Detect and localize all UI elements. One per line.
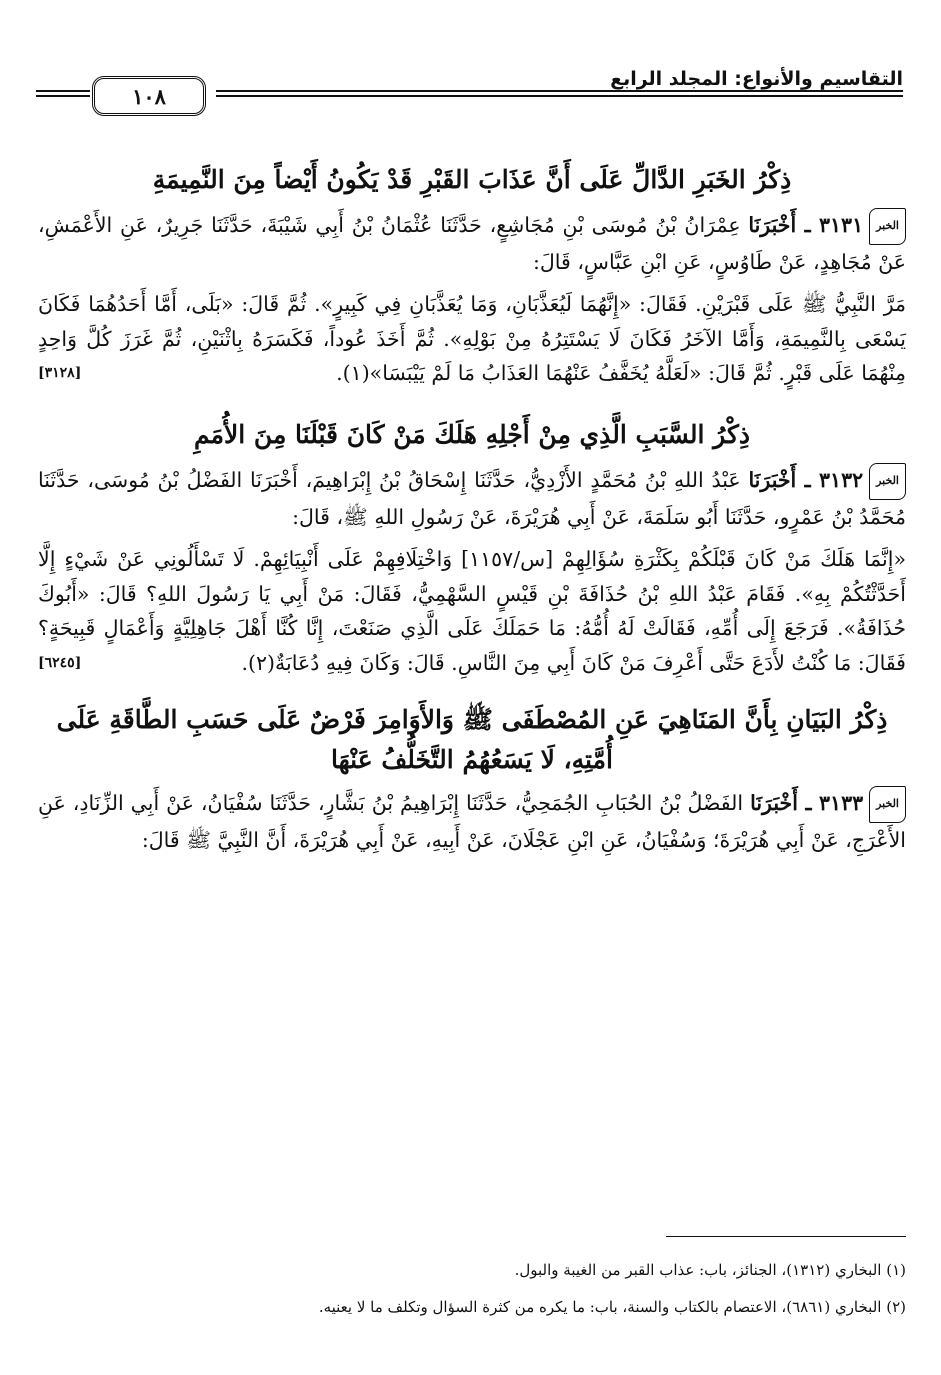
hadith-matn bbox=[38, 542, 906, 680]
hadith-matn bbox=[38, 287, 906, 391]
hadith-isnad bbox=[38, 463, 906, 534]
khabar-badge-icon: الخبر bbox=[869, 208, 906, 245]
footnotes bbox=[38, 1252, 906, 1326]
hadith-isnad bbox=[38, 786, 906, 857]
section-heading: ذِكْرُ البَيَانِ بِأَنَّ المَنَاهِيَ عَنِ المُصْطَفَى ﷺ وَالأَوَامِرَ فَرْضٌ عَلَى حَسَبِ الطَّاقَةِ عَلَى أُمَّتِهِ، لَا يَسَعُهُمُ التَّخَلُّفُ عَنْهَا bbox=[56, 705, 888, 774]
matn-text: مَرَّ النَّبِيُّ ﷺ عَلَى قَبْرَيْنِ. فَقَالَ: «إِنَّهُمَا لَيُعَذَّبَانِ، وَمَا يُعَذَّبَانِ فِي كَبِيرٍ». ثُمَّ قَالَ: «بَلَى، أَمَّا أَحَدُهُمَا فَكَانَ يَسْعَى بِالنَّمِيمَةِ، وَأَمَّا الآخَرُ فَكَانَ لَا يَسْتَتِرُهُ مِنْ بَوْلِهِ». ثُمَّ أَخَذَ عُوداً، فَكَسَرَهُ بِاثْنَيْنِ، ثُمَّ غَرَزَ كُلَّ وَاحِدٍ مِنْهُمَا عَلَى قَبْرٍ. ثُمَّ قَالَ: «لَعَلَّهُ يُخَفَّفُ عَنْهُمَا العَذَابُ مَا لَمْ يَيْبَسَا»(١). bbox=[38, 292, 906, 386]
header-rule bbox=[36, 90, 90, 92]
khabar-badge-icon: الخبر bbox=[869, 786, 906, 823]
footnote: (١) البخاري (١٣١٢)، الجنائز، باب: عذاب القبر من الغيبة والبول. bbox=[514, 1261, 906, 1279]
header-rule bbox=[36, 95, 90, 97]
footnote-divider bbox=[666, 1236, 906, 1237]
hadith-number: ٣١٣٢ ـ أَخْبَرَنَا bbox=[748, 467, 864, 492]
page-number: ١٠٨ bbox=[92, 76, 206, 116]
footnote: (٢) البخاري (٦٨٦١)، الاعتصام بالكتاب والسنة، باب: ما يكره من كثرة السؤال وتكلف ما لا يعنيه. bbox=[318, 1298, 906, 1316]
cross-reference: [٣١٢٨] bbox=[38, 365, 82, 382]
header-rule bbox=[216, 95, 903, 97]
isnad-text: عِمْرَانُ بْنُ مُوسَى بْنِ مُجَاشِعٍ، حَدَّثَنَا عُثْمَانُ بْنُ أَبِي شَيْبَةَ، حَدَّثَنَا جَرِيرٌ، عَنِ الأَعْمَشِ، عَنْ مُجَاهِدٍ، عَنْ طَاوُسٍ، عَنِ ابْنِ عَبَّاسٍ، قَالَ: bbox=[38, 213, 906, 274]
hadith-number: ٣١٣٣ ـ أَخْبَرَنَا bbox=[750, 791, 864, 815]
running-title: التقاسيم والأنواع: المجلد الرابع bbox=[602, 68, 903, 90]
header-rule bbox=[216, 90, 903, 92]
section-heading: ذِكْرُ السَّبَبِ الَّذِي مِنْ أَجْلِهِ هَلَكَ مَنْ كَانَ قَبْلَنَا مِنَ الأُمَمِ bbox=[194, 419, 750, 449]
isnad-text: الفَضْلُ بْنُ الحُبَابِ الجُمَحِيُّ، حَدَّثَنَا إِبْرَاهِيمُ بْنُ بَشَّارٍ، حَدَّثَنَا سُفْيَانُ، عَنْ أَبِي الزِّنَادِ، عَنِ الأَعْرَجِ، عَنْ أَبِي هُرَيْرَةَ؛ وَسُفْيَانُ، عَنِ ابْنِ عَجْلَانَ، عَنْ أَبِيهِ، عَنْ أَبِي هُرَيْرَةَ، أَنَّ النَّبِيَّ ﷺ قَالَ: bbox=[38, 791, 906, 852]
matn-text: «إِنَّمَا هَلَكَ مَنْ كَانَ قَبْلَكُمْ بِكَثْرَةِ سُؤَالِهِمْ [س/١١٥٧] وَاخْتِلَافِهِمْ عَلَى أَنْبِيَائِهِمْ. لَا تَسْأَلُونِي عَنْ شَيْءٍ إِلَّا أَحَدَّثْتُكُمْ بِهِ». فَقَامَ عَبْدُ اللهِ بْنُ حُذَافَةَ بْنِ قَيْسٍ السَّهْمِيُّ، فَقَالَ: مَنْ أَبِي يَا رَسُولَ اللهِ؟ قَالَ: «أَبُوكَ حُذَافَةُ». فَرَجَعَ إِلَى أُمِّهِ، فَقَالَتْ لَهُ أُمُّهُ: مَا حَمَلَكَ عَلَى الَّذِي صَنَعْتَ، إِنَّا كُنَّا أَهْلَ جَاهِلِيَّةٍ وَأَعْمَالٍ قَبِيحَةٍ؟ فَقَالَ: مَا كُنْتُ لأَدَعَ حَتَّى أَعْرِفَ مَنْ كَانَ أَبِي مِنَ النَّاسِ. قَالَ: وَكَانَ فِيهِ دُعَابَةٌ(٢). bbox=[38, 547, 906, 675]
isnad-text: عَبْدُ اللهِ بْنُ مُحَمَّدٍ الأَزْدِيُّ، حَدَّثَنَا إِسْحَاقُ بْنُ إِبْرَاهِيمَ، أَخْبَرَنَا الفَضْلُ بْنُ مُوسَى، حَدَّثَنَا مُحَمَّدُ بْنُ عَمْرٍو، حَدَّثَنَا أَبُو سَلَمَةَ، عَنْ أَبِي هُرَيْرَةَ، عَنْ رَسُولِ اللهِ ﷺ، قَالَ: bbox=[38, 467, 906, 529]
hadith-number: ٣١٣١ ـ أَخْبَرَنَا bbox=[748, 213, 864, 237]
khabar-badge-icon: الخبر bbox=[869, 463, 906, 500]
page-header bbox=[36, 62, 903, 109]
hadith-isnad bbox=[38, 208, 906, 279]
section-heading: ذِكْرُ الخَبَرِ الدَّالِّ عَلَى أَنَّ عَذَابَ القَبْرِ قَدْ يَكُونُ أَيْضاً مِنَ النَّمِيمَةِ bbox=[152, 165, 792, 194]
page-body bbox=[38, 150, 906, 857]
cross-reference: [٦٢٤٥] bbox=[38, 654, 82, 671]
